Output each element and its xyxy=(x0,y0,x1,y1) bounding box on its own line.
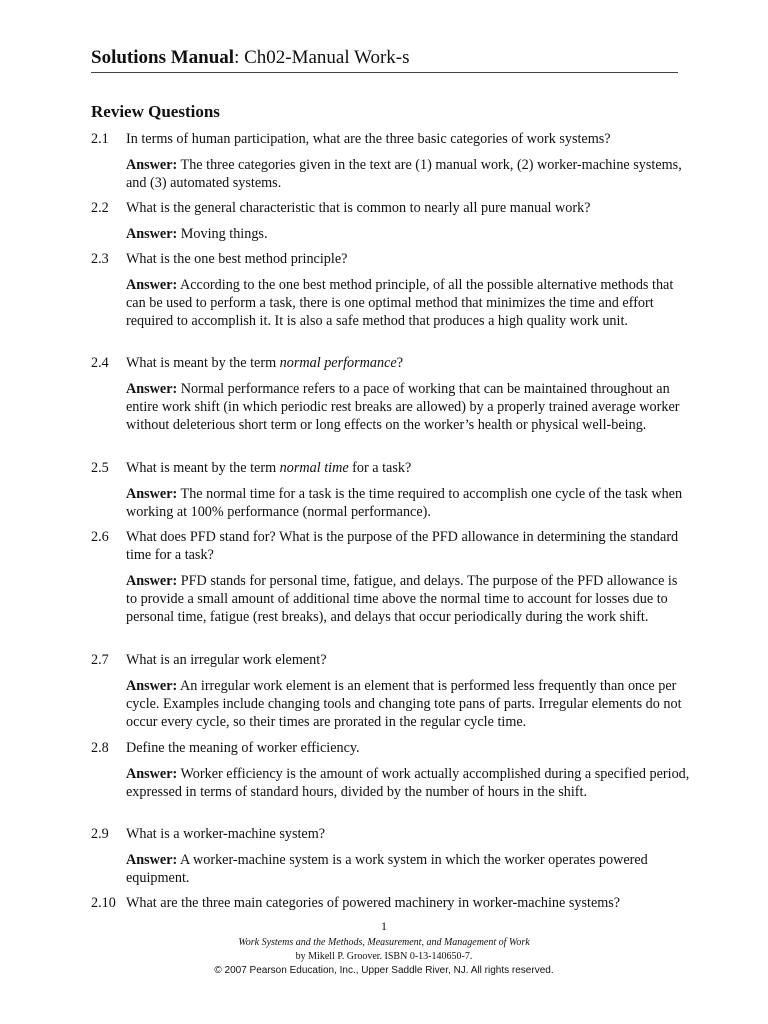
answer-body: A worker-machine system is a work system in which the worker operates powered equipment. xyxy=(126,852,648,886)
question-item xyxy=(91,130,691,192)
question-text: What is the one best method principle? xyxy=(126,251,348,267)
section-heading: Review Questions xyxy=(91,102,220,121)
answer-label: Answer: xyxy=(126,486,178,502)
question-item xyxy=(91,250,691,330)
answer-label: Answer: xyxy=(126,277,178,293)
footer-author-isbn: by Mikell P. Groover. ISBN 0-13-140650-7. xyxy=(295,951,473,962)
document-header xyxy=(91,46,678,70)
question-number: 2.5 xyxy=(91,460,109,476)
answer-label: Answer: xyxy=(126,381,178,397)
question-text: Define the meaning of worker efficiency. xyxy=(126,740,360,756)
footer-book-title: Work Systems and the Methods, Measurement, and Management of Work xyxy=(238,937,530,948)
question-item xyxy=(91,651,691,731)
answer-label: Answer: xyxy=(126,226,178,242)
answer-body: PFD stands for personal time, fatigue, and delays. The purpose of the PFD allowance is to provide a small amount of additional time above the normal time to account for losses due to personal time, fatigue (rest breaks), and delays that occur periodically during the work shift. xyxy=(126,573,678,625)
answer-body: The normal time for a task is the time required to accomplish one cycle of the task when working at 100% performance (normal performance). xyxy=(126,486,683,520)
question-text: What is meant by the term normal time for a task? xyxy=(126,460,412,476)
answer-body: Moving things. xyxy=(180,226,268,242)
question-item xyxy=(91,354,691,434)
answer-body: The three categories given in the text are (1) manual work, (2) worker-machine systems, and (3) automated systems. xyxy=(126,157,682,191)
question-item xyxy=(91,199,691,243)
question-text: What is the general characteristic that is common to nearly all pure manual work? xyxy=(126,200,591,216)
question-item xyxy=(91,459,691,521)
answer-body: Worker efficiency is the amount of work actually accomplished during a specified period, expressed in terms of standard hours, divided by the number of hours in the shift. xyxy=(126,766,690,800)
question-text: What is a worker-machine system? xyxy=(126,826,326,842)
question-item xyxy=(91,528,691,626)
question-number: 2.3 xyxy=(91,251,109,267)
question-item xyxy=(91,825,691,887)
answer-label: Answer: xyxy=(126,852,178,868)
question-text: In terms of human participation, what are the three basic categories of work systems? xyxy=(126,131,611,147)
answer-text xyxy=(126,276,691,330)
question-text: What are the three main categories of powered machinery in worker-machine systems? xyxy=(126,895,621,911)
question-number: 2.7 xyxy=(91,652,109,668)
header-title-bold: Solutions Manual xyxy=(91,47,235,68)
question-text: What is an irregular work element? xyxy=(126,652,327,668)
answer-label: Answer: xyxy=(126,678,178,694)
header-title-rest: : Ch02-Manual Work-s xyxy=(234,47,410,68)
term-normal-performance: normal performance xyxy=(279,355,397,371)
question-number: 2.9 xyxy=(91,826,109,842)
header-divider xyxy=(91,72,678,73)
answer-text xyxy=(126,225,691,243)
question-text: What is meant by the term normal performance? xyxy=(126,355,404,371)
question-text: What does PFD stand for? What is the purpose of the PFD allowance in determining the standard time for a task? xyxy=(126,529,679,563)
answer-label: Answer: xyxy=(126,157,178,173)
question-item xyxy=(91,894,691,912)
answer-label: Answer: xyxy=(126,766,178,782)
question-number: 2.6 xyxy=(91,529,109,545)
answer-text xyxy=(126,851,691,887)
question-number: 2.4 xyxy=(91,355,109,371)
question-number: 2.1 xyxy=(91,131,109,147)
answer-body: According to the one best method principle, of all the possible alternative methods that can be used to perform a task, there is one optimal method that minimizes the time and effort required to accomplish it. It is also a safe method that produces a high quality work unit. xyxy=(126,277,674,329)
answer-body: An irregular work element is an element that is performed less frequently than once per cycle. Examples include changing tools and changing tote pans of parts. Irregular elements do not occur every cycle, so their times are prorated in the regular cycle time. xyxy=(126,678,682,730)
term-normal-time: normal time xyxy=(279,460,349,476)
answer-text xyxy=(126,156,691,192)
answer-text xyxy=(126,572,691,626)
page-number: 1 xyxy=(381,919,387,933)
answer-text xyxy=(126,485,691,521)
answer-label: Answer: xyxy=(126,573,178,589)
footer-copyright: © 2007 Pearson Education, Inc., Upper Saddle River, NJ. All rights reserved. xyxy=(214,965,554,976)
question-number: 2.2 xyxy=(91,200,109,216)
answer-text xyxy=(126,677,691,731)
question-item xyxy=(91,739,691,801)
answer-body: Normal performance refers to a pace of working that can be maintained throughout an entire work shift (in which periodic rest breaks are allowed) by a properly trained average worker without deleterious short term or long effects on the worker’s health or physical well-being. xyxy=(126,381,680,433)
answer-text xyxy=(126,380,691,434)
answer-text xyxy=(126,765,691,801)
question-number: 2.8 xyxy=(91,740,109,756)
question-number: 2.10 xyxy=(91,895,116,911)
